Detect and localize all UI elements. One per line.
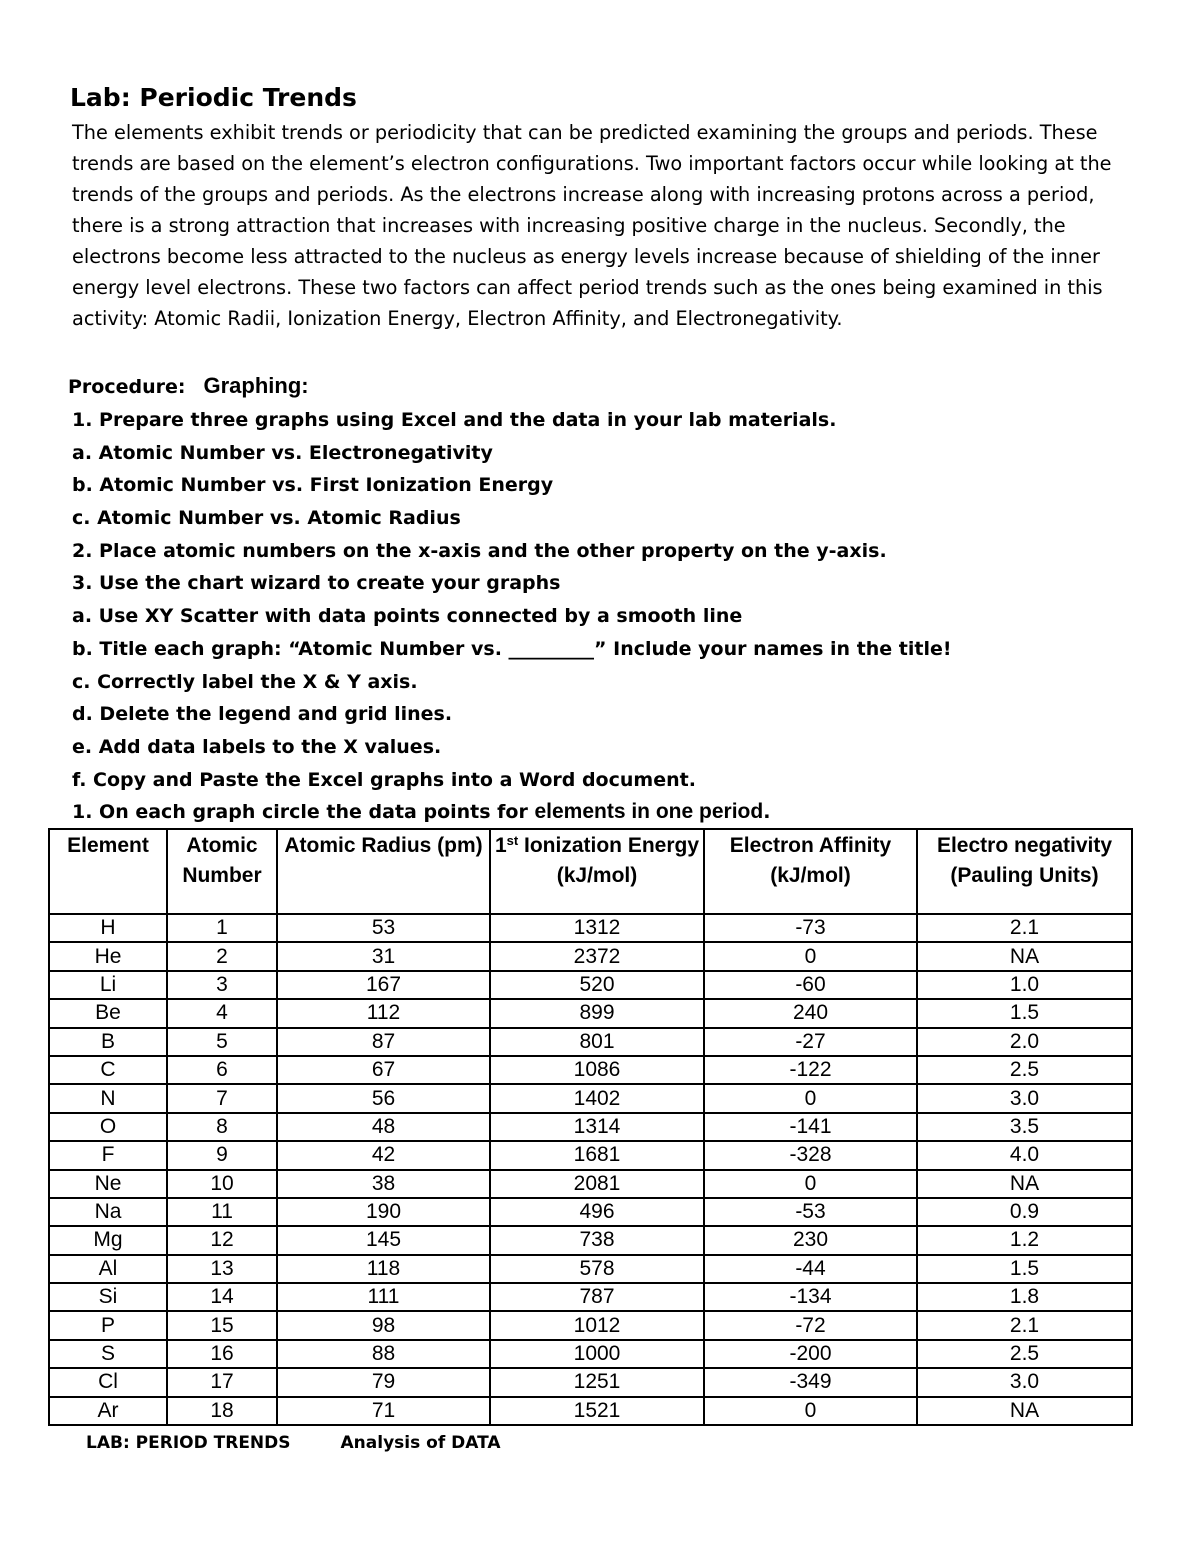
procedure-step: b. Atomic Number vs. First Ionization Energy xyxy=(72,474,554,497)
cell-atomic-radius: 42 xyxy=(277,1141,490,1169)
cell-electronegativity: 1.5 xyxy=(917,1255,1132,1283)
cell-atomic-number: 6 xyxy=(167,1056,277,1084)
cell-atomic-number: 14 xyxy=(167,1283,277,1311)
cell-electronegativity: 0.9 xyxy=(917,1198,1132,1226)
cell-electronegativity: 3.5 xyxy=(917,1113,1132,1141)
cell-electron-affinity: -141 xyxy=(704,1113,917,1141)
cell-electron-affinity: -122 xyxy=(704,1056,917,1084)
cell-element: B xyxy=(49,1028,167,1056)
table-row xyxy=(49,1397,1132,1425)
header-atomic-number: Atomic Number xyxy=(167,829,277,914)
cell-ionization-energy: 2081 xyxy=(490,1170,704,1198)
cell-ionization-energy: 1251 xyxy=(490,1368,704,1396)
procedure-step-last xyxy=(72,796,952,829)
cell-electronegativity: 4.0 xyxy=(917,1141,1132,1169)
cell-electronegativity: 3.0 xyxy=(917,1084,1132,1112)
cell-element: Mg xyxy=(49,1226,167,1254)
procedure-step: f. Copy and Paste the Excel graphs into a Word document. xyxy=(72,768,696,791)
cell-atomic-radius: 87 xyxy=(277,1028,490,1056)
cell-element: Na xyxy=(49,1198,167,1226)
cell-atomic-radius: 190 xyxy=(277,1198,490,1226)
cell-element: S xyxy=(49,1340,167,1368)
procedure-step: a. Atomic Number vs. Electronegativity xyxy=(72,441,493,464)
cell-atomic-radius: 112 xyxy=(277,999,490,1027)
cell-electronegativity: 1.0 xyxy=(917,971,1132,999)
cell-electron-affinity: -200 xyxy=(704,1340,917,1368)
last-step-text: 1. On each graph circle the data points for xyxy=(72,801,535,824)
cell-atomic-number: 1 xyxy=(167,914,277,942)
cell-electron-affinity: -60 xyxy=(704,971,917,999)
cell-atomic-radius: 98 xyxy=(277,1311,490,1339)
cell-electron-affinity: 0 xyxy=(704,1397,917,1425)
table-row xyxy=(49,1340,1132,1368)
cell-atomic-radius: 79 xyxy=(277,1368,490,1396)
cell-ionization-energy: 1314 xyxy=(490,1113,704,1141)
footer-right: Analysis of DATA xyxy=(340,1433,501,1453)
cell-atomic-number: 11 xyxy=(167,1198,277,1226)
cell-atomic-number: 16 xyxy=(167,1340,277,1368)
cell-atomic-number: 7 xyxy=(167,1084,277,1112)
header-electron-affinity: Electron Affinity (kJ/mol) xyxy=(704,829,917,914)
cell-atomic-number: 12 xyxy=(167,1226,277,1254)
procedure-subheading: Graphing: xyxy=(203,373,309,398)
cell-electron-affinity: -44 xyxy=(704,1255,917,1283)
intro-paragraph: The elements exhibit trends or periodicity that can be predicted examining the groups and periods. These trends are based on the element’s electron configurations. Two important factors occur while looking at the trends of the groups and periods. As the electrons increase along with increasing protons across a period, there is a strong attraction that increases with increasing positive charge in the nucleus. Secondly, the electrons become less attracted to the nucleus as energy levels increase because of shielding of the inner energy level electrons. These two factors can affect period trends such as the ones being examined in this activity: Atomic Radii, Ionization Energy, Electron Affinity, and Electronegativity. xyxy=(72,121,1112,330)
procedure-heading xyxy=(68,370,309,403)
cell-ionization-energy: 1086 xyxy=(490,1056,704,1084)
cell-electronegativity: NA xyxy=(917,1170,1132,1198)
header-electronegativity: Electro negativity (Pauling Units) xyxy=(917,829,1132,914)
procedure-steps xyxy=(72,404,952,829)
cell-element: F xyxy=(49,1141,167,1169)
cell-ionization-energy: 899 xyxy=(490,999,704,1027)
cell-electronegativity: 2.0 xyxy=(917,1028,1132,1056)
cell-element: Ar xyxy=(49,1397,167,1425)
procedure-step: d. Delete the legend and grid lines. xyxy=(72,703,453,726)
table-row xyxy=(49,1056,1132,1084)
cell-electron-affinity: 0 xyxy=(704,1170,917,1198)
last-step-suffix: . xyxy=(763,801,771,824)
cell-element: Li xyxy=(49,971,167,999)
cell-ionization-energy: 738 xyxy=(490,1226,704,1254)
cell-electronegativity: 1.2 xyxy=(917,1226,1132,1254)
cell-electronegativity: 2.5 xyxy=(917,1340,1132,1368)
cell-electronegativity: 2.1 xyxy=(917,914,1132,942)
cell-ionization-energy: 1681 xyxy=(490,1141,704,1169)
table-row xyxy=(49,1368,1132,1396)
table-body xyxy=(49,914,1132,1425)
cell-ionization-energy: 1312 xyxy=(490,914,704,942)
table-row xyxy=(49,1283,1132,1311)
cell-electronegativity: 1.8 xyxy=(917,1283,1132,1311)
cell-ionization-energy: 1000 xyxy=(490,1340,704,1368)
cell-electron-affinity: -328 xyxy=(704,1141,917,1169)
table-row xyxy=(49,1113,1132,1141)
cell-electron-affinity: 230 xyxy=(704,1226,917,1254)
cell-atomic-radius: 31 xyxy=(277,942,490,970)
cell-element: Si xyxy=(49,1283,167,1311)
cell-element: P xyxy=(49,1311,167,1339)
table-header-row xyxy=(49,829,1132,914)
cell-ionization-energy: 496 xyxy=(490,1198,704,1226)
cell-electronegativity: NA xyxy=(917,942,1132,970)
ionization-label: Ionization Energy (kJ/mol) xyxy=(518,834,700,887)
cell-atomic-number: 9 xyxy=(167,1141,277,1169)
procedure-step: e. Add data labels to the X values. xyxy=(72,735,442,758)
cell-atomic-radius: 167 xyxy=(277,971,490,999)
cell-atomic-radius: 71 xyxy=(277,1397,490,1425)
table-row xyxy=(49,1028,1132,1056)
cell-element: He xyxy=(49,942,167,970)
procedure-step: b. Title each graph: “Atomic Number vs. _________” Include your names in the title! xyxy=(72,637,952,660)
table-row xyxy=(49,1084,1132,1112)
cell-electron-affinity: 0 xyxy=(704,1084,917,1112)
cell-atomic-number: 17 xyxy=(167,1368,277,1396)
cell-element: Be xyxy=(49,999,167,1027)
cell-atomic-radius: 67 xyxy=(277,1056,490,1084)
cell-atomic-number: 10 xyxy=(167,1170,277,1198)
table-row xyxy=(49,1198,1132,1226)
cell-atomic-number: 5 xyxy=(167,1028,277,1056)
ionization-ordinal: 1 xyxy=(494,834,507,857)
cell-ionization-energy: 1402 xyxy=(490,1084,704,1112)
footer-left: LAB: PERIOD TRENDS xyxy=(86,1433,291,1453)
cell-electronegativity: NA xyxy=(917,1397,1132,1425)
header-atomic-radius: Atomic Radius (pm) xyxy=(277,829,490,914)
cell-ionization-energy: 801 xyxy=(490,1028,704,1056)
ionization-ordinal-suffix: st xyxy=(506,833,519,848)
cell-ionization-energy: 2372 xyxy=(490,942,704,970)
cell-element: O xyxy=(49,1113,167,1141)
page-title: Lab: Periodic Trends xyxy=(70,83,357,112)
table-row xyxy=(49,1170,1132,1198)
cell-atomic-number: 8 xyxy=(167,1113,277,1141)
cell-electronegativity: 3.0 xyxy=(917,1368,1132,1396)
cell-element: H xyxy=(49,914,167,942)
table-row xyxy=(49,942,1132,970)
cell-electron-affinity: 240 xyxy=(704,999,917,1027)
header-ionization-energy xyxy=(490,829,704,914)
cell-atomic-radius: 56 xyxy=(277,1084,490,1112)
cell-element: Cl xyxy=(49,1368,167,1396)
cell-element: Al xyxy=(49,1255,167,1283)
cell-element: Ne xyxy=(49,1170,167,1198)
last-step-emphasis: elements in one period xyxy=(534,800,764,824)
table-row xyxy=(49,1141,1132,1169)
procedure-step: 1. Prepare three graphs using Excel and the data in your lab materials. xyxy=(72,409,837,431)
procedure-label: Procedure: xyxy=(68,376,186,398)
table-row xyxy=(49,999,1132,1027)
table-row xyxy=(49,1255,1132,1283)
procedure-step: c. Atomic Number vs. Atomic Radius xyxy=(72,507,461,530)
cell-ionization-energy: 1521 xyxy=(490,1397,704,1425)
procedure-step: c. Correctly label the X & Y axis. xyxy=(72,670,418,693)
cell-ionization-energy: 578 xyxy=(490,1255,704,1283)
table-row xyxy=(49,1226,1132,1254)
cell-ionization-energy: 520 xyxy=(490,971,704,999)
cell-electron-affinity: -53 xyxy=(704,1198,917,1226)
cell-electron-affinity: -72 xyxy=(704,1311,917,1339)
cell-electron-affinity: -349 xyxy=(704,1368,917,1396)
cell-atomic-radius: 118 xyxy=(277,1255,490,1283)
cell-atomic-radius: 38 xyxy=(277,1170,490,1198)
cell-electron-affinity: -27 xyxy=(704,1028,917,1056)
cell-electronegativity: 2.5 xyxy=(917,1056,1132,1084)
cell-electron-affinity: 0 xyxy=(704,942,917,970)
cell-atomic-radius: 111 xyxy=(277,1283,490,1311)
cell-atomic-radius: 53 xyxy=(277,914,490,942)
cell-atomic-number: 2 xyxy=(167,942,277,970)
table-row xyxy=(49,971,1132,999)
cell-element: N xyxy=(49,1084,167,1112)
periodic-data-table xyxy=(48,828,1133,1426)
page-footer xyxy=(86,1430,501,1456)
table-row xyxy=(49,914,1132,942)
cell-atomic-radius: 48 xyxy=(277,1113,490,1141)
cell-atomic-number: 15 xyxy=(167,1311,277,1339)
cell-atomic-radius: 145 xyxy=(277,1226,490,1254)
cell-electronegativity: 1.5 xyxy=(917,999,1132,1027)
table-row xyxy=(49,1311,1132,1339)
cell-ionization-energy: 1012 xyxy=(490,1311,704,1339)
cell-ionization-energy: 787 xyxy=(490,1283,704,1311)
cell-element: C xyxy=(49,1056,167,1084)
cell-electronegativity: 2.1 xyxy=(917,1311,1132,1339)
cell-atomic-number: 3 xyxy=(167,971,277,999)
procedure-step: 3. Use the chart wizard to create your graphs xyxy=(72,572,561,595)
cell-electron-affinity: -73 xyxy=(704,914,917,942)
cell-atomic-number: 18 xyxy=(167,1397,277,1425)
cell-electron-affinity: -134 xyxy=(704,1283,917,1311)
header-element: Element xyxy=(49,829,167,914)
procedure-step: 2. Place atomic numbers on the x-axis and the other property on the y-axis. xyxy=(72,539,887,562)
procedure-step: a. Use XY Scatter with data points connected by a smooth line xyxy=(72,605,743,628)
cell-atomic-number: 4 xyxy=(167,999,277,1027)
cell-atomic-number: 13 xyxy=(167,1255,277,1283)
cell-atomic-radius: 88 xyxy=(277,1340,490,1368)
